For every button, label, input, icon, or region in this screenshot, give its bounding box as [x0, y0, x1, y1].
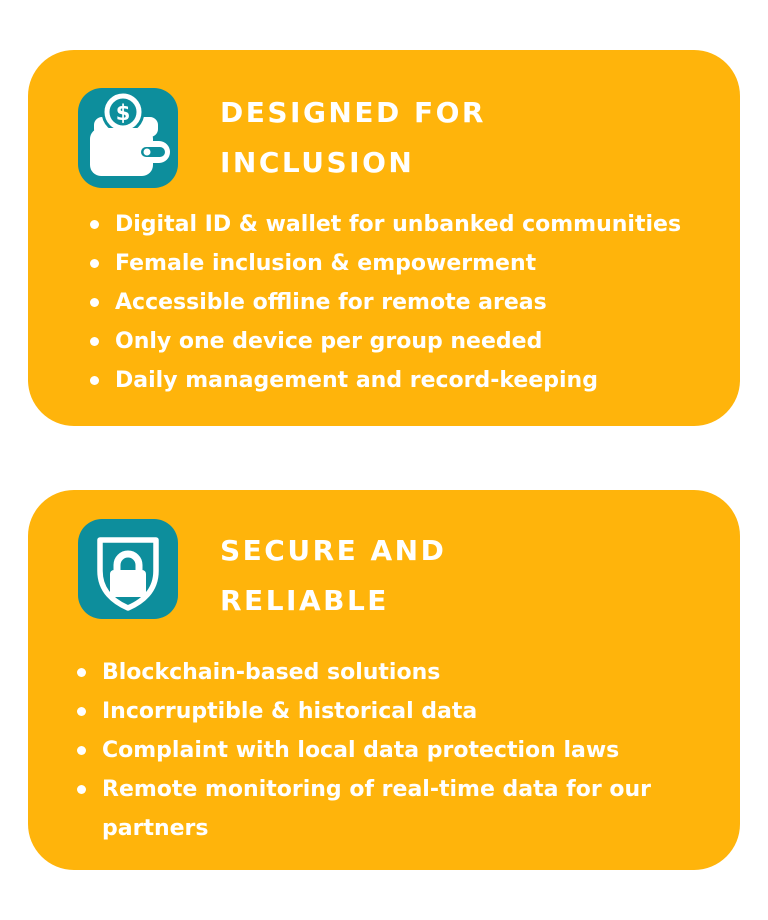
card-title: [220, 526, 446, 626]
card-title-line1: DESIGNED FOR: [220, 96, 486, 129]
bullet-item: Daily management and record-keeping: [88, 361, 730, 400]
bullet-item: Only one device per group needed: [88, 322, 730, 361]
card-header: [28, 50, 740, 188]
bullet-item: Female inclusion & empowerment: [88, 244, 730, 283]
bullet-item: Complaint with local data protection laws: [75, 731, 726, 770]
bullet-item: Blockchain-based solutions: [75, 653, 726, 692]
wallet-icon: [78, 88, 178, 188]
bullet-item: Accessible offline for remote areas: [88, 283, 730, 322]
shield-lock-icon: [78, 519, 178, 619]
dollar-sign-glyph: $: [115, 101, 131, 125]
card-title-line1: SECURE AND: [220, 534, 447, 567]
bullet-item: Digital ID & wallet for unbanked communities: [88, 205, 730, 244]
card-designed-for-inclusion: [28, 50, 740, 426]
bullet-item: Incorruptible & historical data: [75, 692, 726, 731]
bullet-item: Remote monitoring of real-time data for our partners: [75, 770, 726, 848]
card-header: [28, 490, 740, 626]
bullet-list: [75, 653, 726, 848]
card-secure-and-reliable: [28, 490, 740, 870]
card-title: [220, 88, 486, 188]
card-title-line2: RELIABLE: [220, 584, 389, 617]
card-title-line2: INCLUSION: [220, 146, 415, 179]
bullet-list: [88, 205, 730, 400]
